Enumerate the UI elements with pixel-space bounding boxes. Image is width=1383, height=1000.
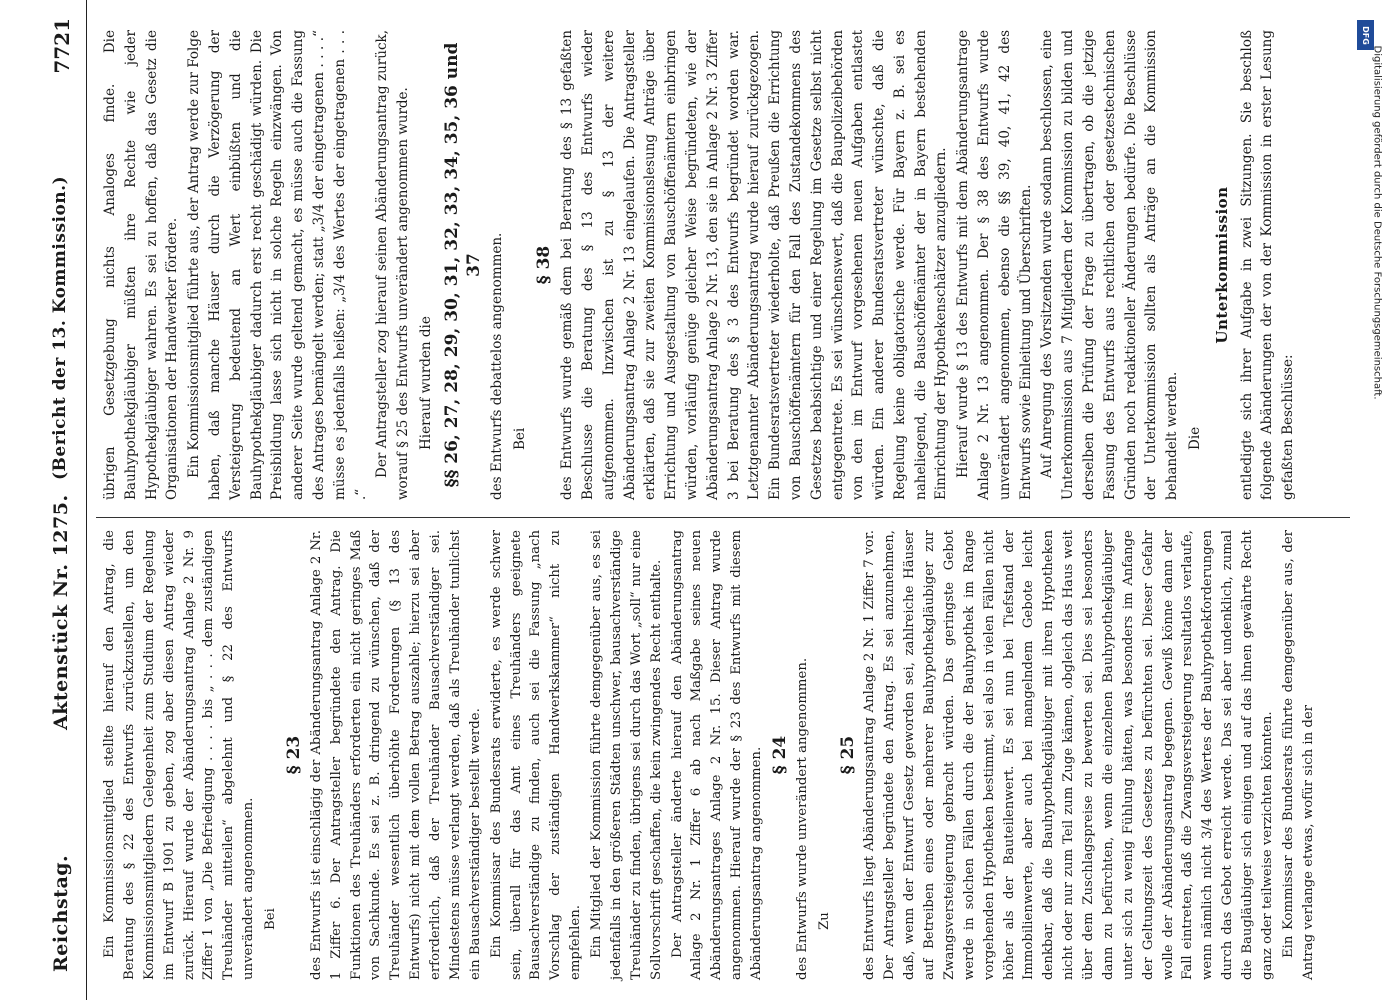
paragraph: Ein Kommissionsmitglied stellte hierauf den Antrag, die Beratung des § 22 des Entwurfs zurückzustellen, um den Kommissionsmitgliedern Gelegenheit zum Studium der Regelung im Entwurf B 1901 zu geben, zog aber diesen Antrag wieder zurück. Hierauf wurde der Abänderungsantrag Anlage 2 Nr. 9 Ziffer 1 von „Die Befriedigung . . . . bis „ . . . dem zuständigen Treuhänder mitteilen“ abgelehnt und § 22 des Entwurfs unverändert angenommen. xyxy=(102,530,257,980)
paragraph: Auf Anregung des Vorsitzenden wurde sodann beschlossen, eine Unterkommission aus 7 Mitgliedern der Kommission zu bilden und derselben die Prüfung der Frage zu übertragen, ob die jetzige Fassung des Entwurfs aus rechtlichen oder gesetzestechnischen Gründen noch redaktioneller Änderungen bedürfe. Die Beschlüsse der Unterkommission sollten als Anträge an die Kommission behandelt werden. xyxy=(1039,30,1181,500)
lead-word: Bei xyxy=(263,908,278,930)
header-right: (Bericht der 13. Kommission.) xyxy=(50,175,70,480)
paragraph: Der Antragsteller änderte hierauf den Abänderungsantrag Anlage 2 Nr. 1 Ziffer 6 ab nach Maßgabe seines neuen Abänderungsantrages Anlage 2 Nr. 15. Dieser Antrag wurde angenommen. Hierauf wurde der § 23 des Entwurfs mit diesem Abänderungsantrag angenommen. xyxy=(669,530,764,980)
paragraph: Ein Kommissar des Bundesrats führte demgegenüber aus, der Antrag verlange etwas, wofür sich in der xyxy=(1280,530,1316,980)
page-number: 7721 xyxy=(50,18,74,74)
column-right xyxy=(100,30,1300,500)
dfg-logo: DFG xyxy=(1357,20,1374,50)
paragraph: des Entwurfs liegt Abänderungsantrag Anlage 2 Nr. 1 Ziffer 7 vor. Der Antragsteller begründete den Antrag. Es sei anzunehmen, daß, wenn der Entwurf Gesetz geworden sei, zahlreiche Häuser auf Betreiben eines oder mehrerer Bauhypothekgläubiger zur Zwangsversteigerung gebracht würden. Das geringste Gebot werde in solchen Fällen durch die der Bauhypothek im Range vorgehenden Hypotheken bestimmt, sei also in vielen Fällen nicht höher als der Bauteilenwert. Es sei nun bei Tiefstand der Immobilienwerte, aber auch bei mangelndem Gebote leicht denkbar, daß die Bauhypothekgläubiger mit ihren Hypotheken nicht oder nur zum Teil zum Zuge kämen, obgleich das Haus weit über dem Zuschlagspreise zu bewerten sei. Dies sei besonders dann zu befürchten, wenn die einzelnen Bauhypothekgläubiger unter sich zu wenig Fühlung hätten, was besonders im Anfange der Geltungszeit des Gesetzes zu befürchten sei. Dieser Gefahr wolle der Abänderungsantrag begegnen. Gewiß könne dann der Fall eintreten, daß die Zwangsversteigerung resultatlos verlaufe, wenn nämlich nicht 3/4 des Wertes der Bauhypothekforderungen durch das Gebot erreicht werde. Das sei aber undenklich, zumal die Baugläubiger sich einigen und auf das ihnen gewährte Recht ganz oder teilweise verzichten könnten. xyxy=(862,530,1275,980)
paragraph: übrigen Gesetzgebung nichts Analoges finde. Die Bauhypothekgläubiger müßten ihre Rechte wie jeder Hypothekgläubiger wahren. Es sei zu hoffen, daß das Gesetz die Organisationen der Handwerker fördere. xyxy=(102,30,181,500)
paragraph: des Entwurfs debattelos angenommen. xyxy=(488,232,505,500)
lead-word: Bei xyxy=(511,427,528,450)
header-left: Reichstag. xyxy=(50,854,72,972)
paragraph: des Entwurfs ist einschlägig der Abänderungsantrag Anlage 2 Nr. 1 Ziffer 6. Der Antragsteller begründete den Antrag. Die Funktionen des Treuhänders erforderten ein nicht geringes Maß von Sachkunde. Es sei z. B. dringend zu wünschen, daß der Treuhänder wesentlich überhöhte Forderungen (§ 13 des Entwurfs) nicht mit dem vollen Betrag auszahle; hierzu sei aber erforderlich, daß der Treuhänder Bausachverständiger sei. Mindestens müsse verlangt werden, daß als Treuhänder tunlichst ein Bausachverständiger bestellt werde. xyxy=(308,530,483,980)
section-heading: § 25 xyxy=(837,735,858,775)
paragraph: Hierauf wurde § 13 des Entwurfs mit dem Abänderungsantrage Anlage 2 Nr. 13 angenommen. Der § 38 des Entwurfs wurde unverändert angenommen, ebenso die §§ 39, 40, 41, 42 des Entwurfs sowie Einleitung und Überschriften. xyxy=(955,30,1034,500)
lead-word: Zu xyxy=(816,912,832,930)
paragraph: Ein Kommissionsmitglied führte aus, der Antrag werde zur Folge haben, daß manche Häuser durch die Verzögerung der Versteigerung bedeutend an Wert einbüßten und die Bauhypothekgläubiger dadurch erst recht geschädigt würden. Die Preisbildung lasse sich nicht in solche Regeln einzwängen. Von anderer Seite wurde geltend gemacht, es müsse auch die Fassung des Antrages bemängelt werden; statt „3/4 der eingetragenen . . . .“ müsse es jedenfalls heißen: „3/4 des Wertes der eingetragenen . . . .“ xyxy=(186,30,369,500)
paragraph: entledigte sich ihrer Aufgabe in zwei Sitzungen. Sie beschloß folgende Abänderungen der von der Kommission in erster Lesung gefaßten Beschlüsse: xyxy=(1238,30,1297,500)
paragraph: Der Antragsteller zog hierauf seinen Abänderungsantrag zurück, worauf § 25 des Entwurfs unverändert angenommen wurde. xyxy=(374,30,412,500)
paragraph: Ein Mitglied der Kommission führte demgegenüber aus, es sei jedenfalls in den größeren Städten unschwer, bausachverständige Treuhänder zu finden, übrigens sei durch das Wort „soll“ nur eine Sollvorschrift geschaffen, die kein zwingendes Recht enthalte. xyxy=(589,530,664,980)
page-header xyxy=(40,0,87,1000)
paragraph: des Entwurfs wurde gemäß dem bei Beratung des § 13 gefaßten Beschlusse die Beratung des § 13 des Entwurfs wieder aufgenommen. Inzwischen ist zu § 13 der weitere Abänderungsantrag Anlage 2 Nr. 13 eingelaufen. Die Antragsteller erklärten, daß sie zur zweiten Kommissionslesung Anträge über Errichtung und Ausgestaltung von Bauschöffenämtern einbringen würden, vorläufig genüge gleicher Weise begründeten, wie der Abänderungsantrag Anlage 2 Nr. 13, den sie in Anlage 2 Nr. 3 Ziffer 3 bei Beratung des § 3 des Entwurfs begründet worden war. Letztgenannter Abänderungsantrag wurde hierauf zurückgezogen. Ein Bundesratsvertreter wiederholte, daß Preußen die Errichtung von Bauschöffenämtern für den Fall des Zustandekommens des Gesetzes beabsichtige und einer Regelung im Gesetze selbst nicht entgegentrete. Es sei wünschenswert, daß die Baupolizeibehörden von den im Entwurf vorgesehenen neuen Aufgaben entlastet würden. Ein anderer Bundesratsvertreter wünschte, daß die Regelung keine obligatorische werde. Für Bayern z. B. sei es naheliegend, die Bauschöffenämter der in Bayern bestehenden Einrichtung der Hypothekenschätzer anzugliedern. xyxy=(559,30,950,500)
lead-word: Die xyxy=(1187,426,1204,450)
column-left xyxy=(100,530,1320,980)
section-heading: Unterkommission xyxy=(1212,186,1231,344)
section-heading: § 38 xyxy=(534,245,555,285)
digitization-credit: Digitalisierung gefördert durch die Deutsche Forschungsgemeinschaft. xyxy=(1371,45,1383,400)
section-heading: §§ 26, 27, 28, 29, 30, 31, 32, 33, 34, 35, 36 und 37 xyxy=(441,42,484,488)
document-page xyxy=(40,0,1360,1000)
paragraph: des Entwurfs wurde unverändert angenommen. xyxy=(794,657,810,980)
section-heading: § 24 xyxy=(769,735,790,775)
paragraph: Ein Kommissar des Bundesrats erwiderte, es werde schwer sein, überall für das Amt eines Treuhänders geeignete Bausachverständige zu finden, auch sei die Fassung „nach Vorschlag der zuständigen Handwerkskammer“ nicht zu empfehlen. xyxy=(488,530,584,980)
header-middle: Aktenstück Nr. 1275. xyxy=(50,494,72,730)
lead-word: Hierauf wurden die xyxy=(417,316,434,450)
column-divider xyxy=(96,517,1350,518)
section-heading: § 23 xyxy=(283,735,304,775)
